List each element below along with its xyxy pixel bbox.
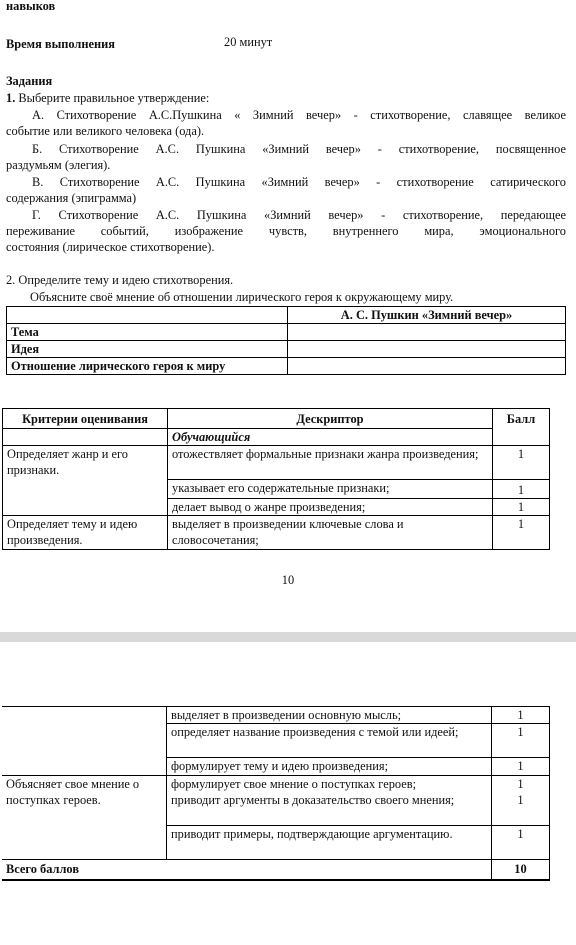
descriptor-6: определяет название произведения с темой или идеей;: [167, 724, 492, 758]
criterion-theme: Определяет тему и идею произведения.: [3, 516, 168, 550]
q1-title: [6, 90, 209, 106]
descriptor-8-9: [167, 776, 492, 826]
theme-idea-table: [6, 306, 566, 375]
descriptor-8: формулирует свое мнение о поступках героев;: [171, 777, 417, 791]
tasks-title: Задания: [6, 74, 53, 88]
score-1: 1: [493, 446, 550, 480]
score-6: 1: [492, 724, 550, 758]
score-3: 1: [493, 499, 550, 516]
page-2: [0, 642, 576, 945]
score-5: 1: [492, 707, 550, 724]
answer-attitude[interactable]: [288, 358, 566, 375]
descriptor-3: делает вывод о жанре произведения;: [168, 499, 493, 516]
q2-subtitle: Объясните своё мнение об отношении лирического героя к окружающему миру.: [30, 290, 454, 304]
poem-header: А. С. Пушкин «Зимний вечер»: [288, 307, 566, 324]
descriptor-7: формулирует тему и идею произведения;: [167, 758, 492, 776]
criterion-genre: Определяет жанр и его признаки.: [3, 446, 168, 516]
descriptor-10: приводит примеры, подтверждающие аргументацию.: [167, 826, 492, 860]
score-8-9: [492, 776, 550, 826]
criterion-opinion: Объясняет свое мнение о поступках героев.: [2, 776, 167, 860]
descriptor-2: указывает его содержательные признаки;: [168, 480, 493, 499]
header-score: Балл: [493, 409, 550, 446]
row-theme: Тема: [7, 324, 288, 341]
empty-header-cell: [7, 307, 288, 324]
q1-option-b: Б. Стихотворение А.С. Пушкина «Зимний вечер» - стихотворение, посвященное раздумьям (элегия).: [6, 142, 566, 172]
score-8: 1: [517, 777, 524, 791]
score-7: 1: [492, 758, 550, 776]
total-value: 10: [492, 860, 550, 880]
row-idea: Идея: [7, 341, 288, 358]
header-descriptor: Дескриптор: [168, 409, 493, 429]
criteria-table: [2, 408, 550, 550]
top-fragment: навыков: [6, 0, 56, 13]
descriptor-4: выделяет в произведении ключевые слова и словосочетания;: [168, 516, 493, 550]
descriptor-1: отожествляет формальные признаки жанра произведения;: [168, 446, 493, 480]
answer-theme[interactable]: [288, 324, 566, 341]
criteria-table-continued: [2, 706, 550, 881]
time-value: 20 минут: [224, 35, 273, 49]
page-separator: [0, 632, 576, 642]
q1-number: 1.: [6, 91, 16, 105]
descriptor-5: выделяет в произведении основную мысль;: [167, 707, 492, 724]
time-label: Время выполнения: [6, 37, 116, 51]
score-2: 1: [493, 480, 550, 499]
descriptor-9: приводит аргументы в доказательство своего мнения;: [171, 793, 455, 807]
answer-idea[interactable]: [288, 341, 566, 358]
page-number: 10: [281, 573, 295, 587]
header-criteria: Критерии оценивания: [3, 409, 168, 429]
row-attitude: Отношение лирического героя к миру: [7, 358, 288, 375]
total-label: Всего баллов: [2, 860, 492, 880]
header-criteria-blank: [3, 429, 168, 446]
score-9: 1: [517, 793, 524, 807]
learner-label: Обучающийся: [168, 429, 493, 446]
q1-text: Выберите правильное утверждение:: [15, 91, 210, 105]
score-4: 1: [493, 516, 550, 550]
q1-option-a: А. Стихотворение А.С.Пушкина « Зимний вечер» - стихотворение, славящее великое событие или великого человека (ода).: [6, 108, 566, 138]
q2-title: 2. Определите тему и идею стихотворения.: [6, 273, 234, 287]
q1-option-g: Г. Стихотворение А.С. Пушкина «Зимний вечер» - стихотворение, передающее переживание событий, изображение чувств, внутреннего мира, эмоционального состояния (лирическое стихотворение).: [6, 208, 566, 254]
criterion-theme-cont: [2, 707, 167, 776]
score-10: 1: [492, 826, 550, 860]
q1-option-v: В. Стихотворение А.С. Пушкина «Зимний вечер» - стихотворение сатирического содержания (эпиграмма): [6, 175, 566, 205]
